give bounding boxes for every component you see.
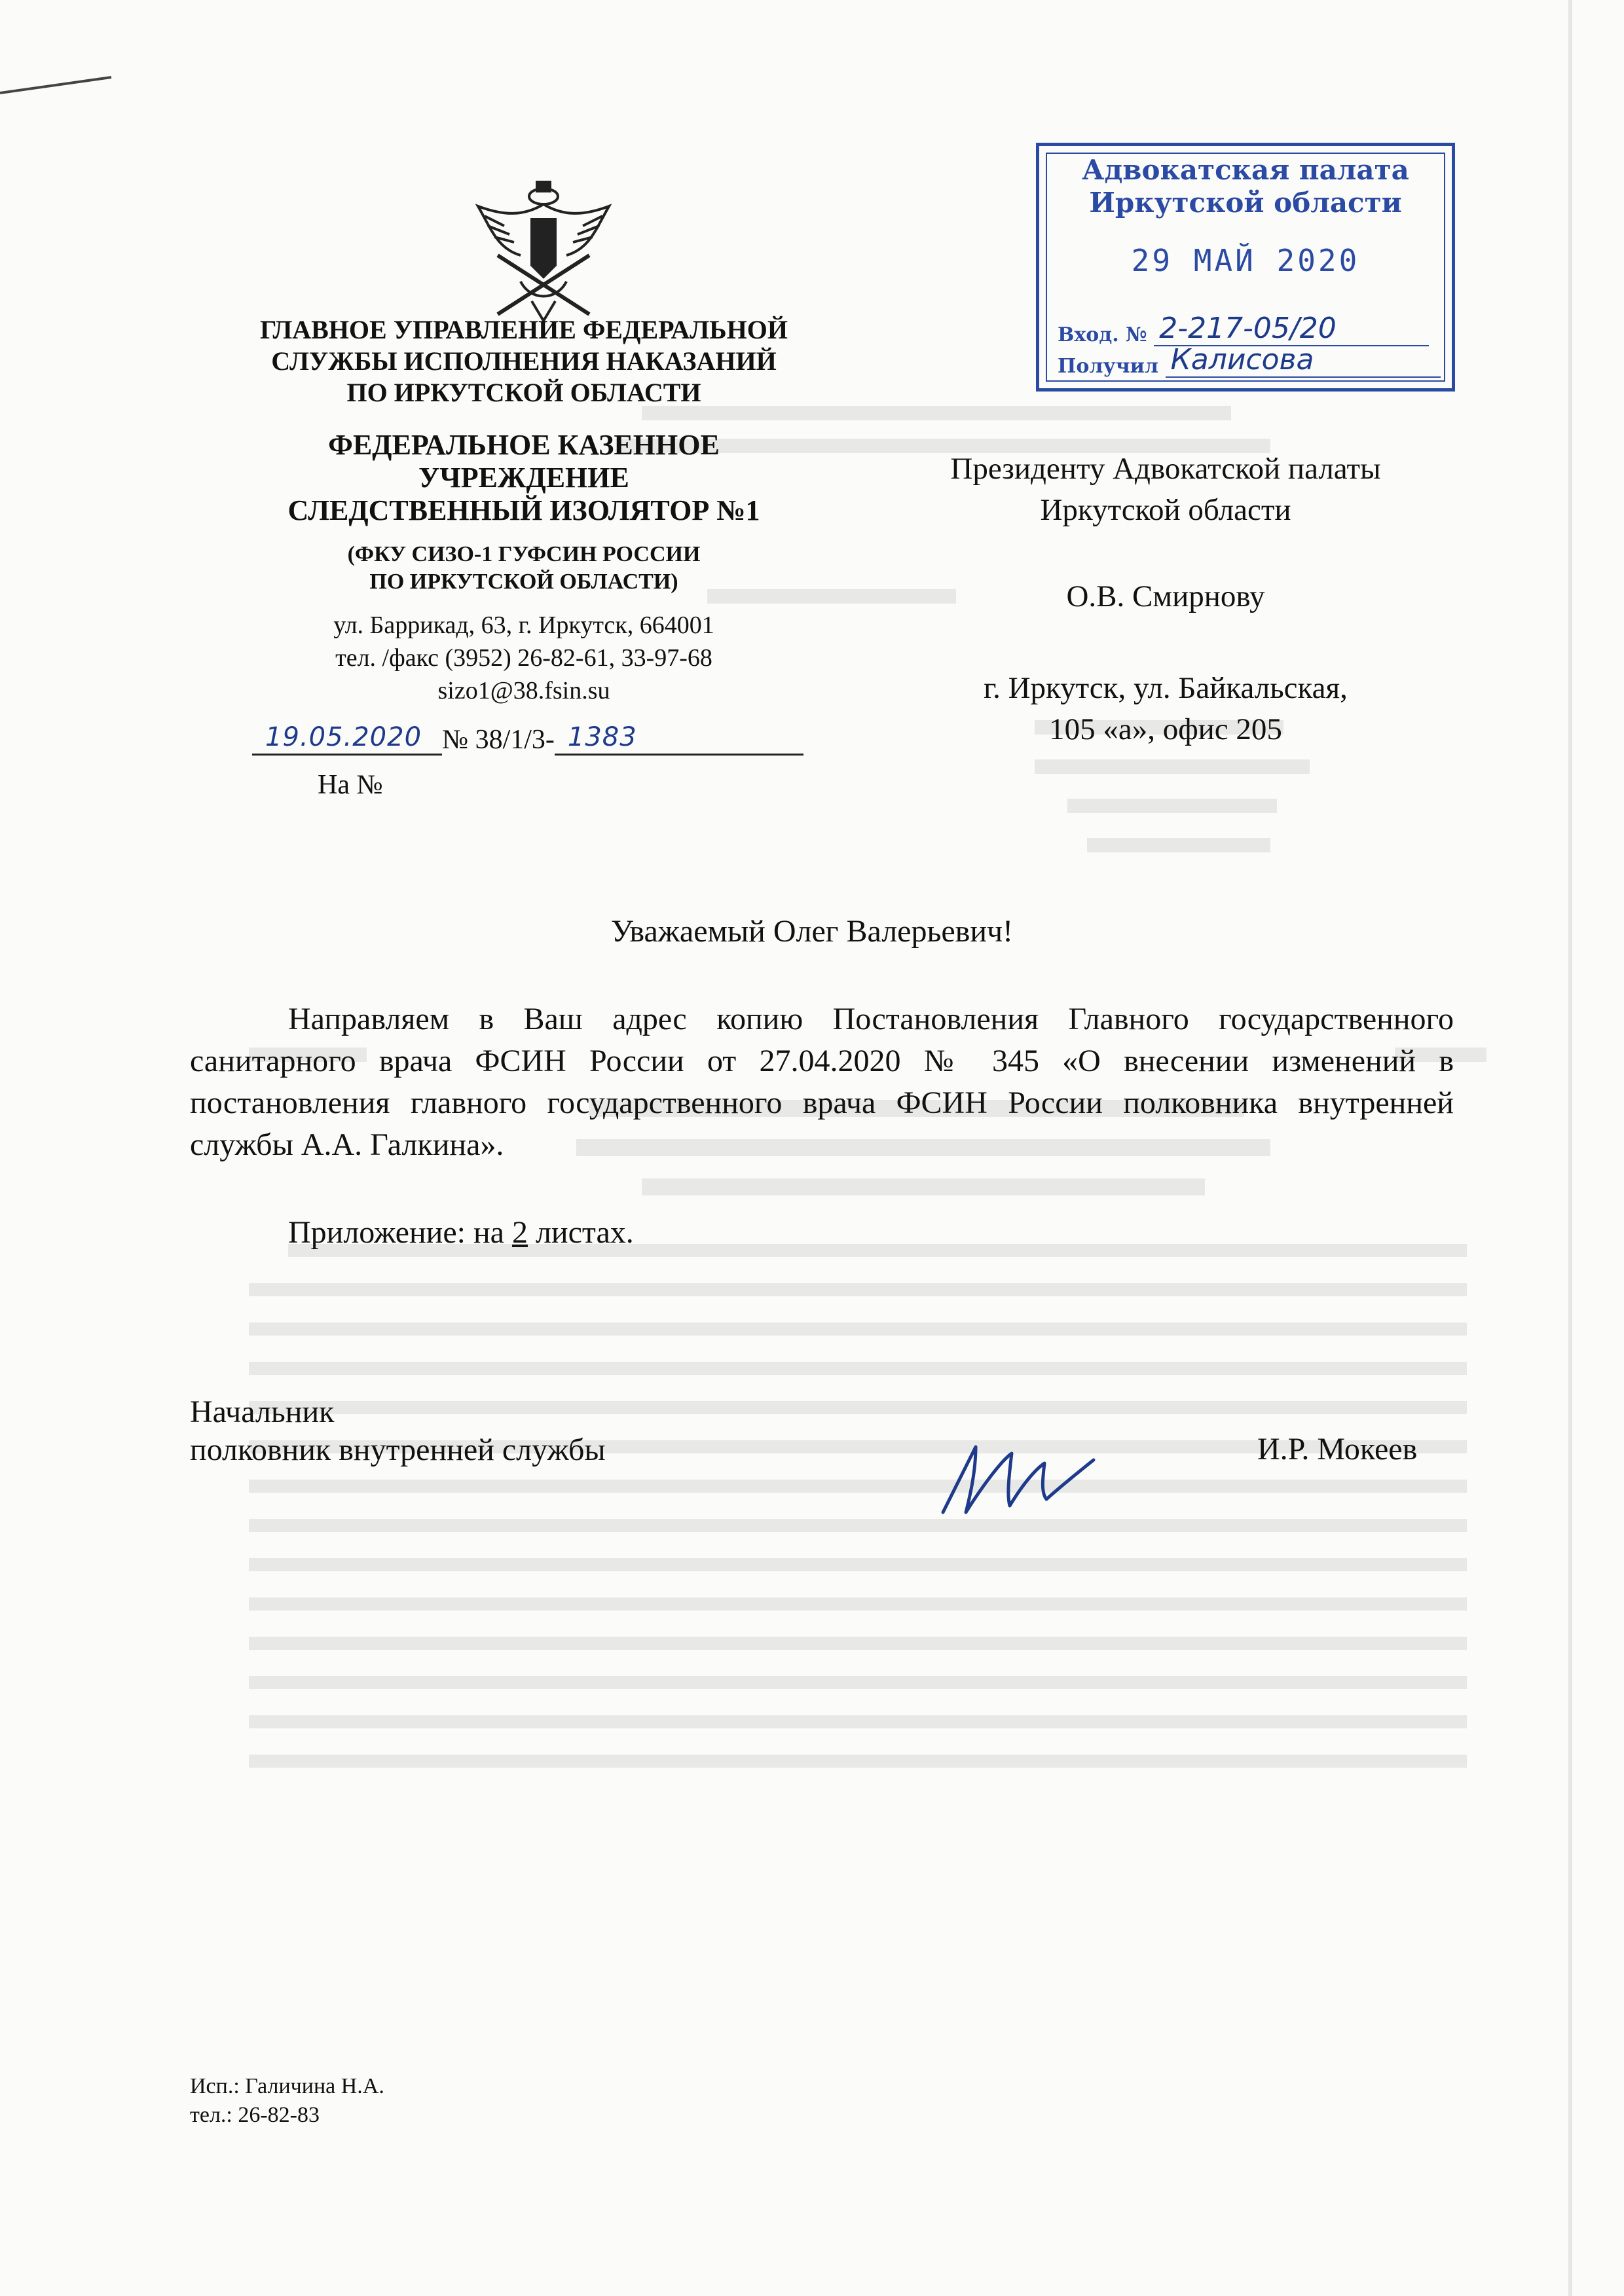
attachment-prefix: Приложение: на [288, 1215, 512, 1250]
addressee-address [871, 668, 1460, 750]
letter-body-text: Направляем в Ваш адрес копию Постановления Главного государственного санитарного врача ФСИН России от 27.04.2020 № 345 «О внесении изменений в постановления главного государственного врача ФСИН России полковника внутренней службы А.А. Галкина». [190, 1002, 1454, 1162]
attachment-note [288, 1214, 634, 1250]
scan-corner-mark [0, 72, 118, 98]
abbr-line-2: ПО ИРКУТСКОЙ ОБЛАСТИ) [369, 570, 678, 594]
outgoing-date-handwritten: 19.05.2020 [265, 722, 422, 752]
stamp-received-label: Получил [1058, 355, 1159, 378]
outgoing-number-prefix: № 38/1/3- [442, 725, 555, 755]
stamp-received-handwritten: Калисова [1170, 343, 1314, 376]
addressee-name: О.В. Смирнову [1066, 579, 1265, 613]
parent-organization-name [196, 314, 851, 409]
addressee-address-line-1: г. Иркутск, ул. Байкальская, [984, 671, 1348, 705]
institution-name [196, 429, 851, 527]
addressee-line-2: Иркутской области [1040, 493, 1291, 527]
reply-to-line [318, 769, 383, 801]
signatory-position-line-2: полковник внутренней службы [190, 1432, 606, 1467]
fku-line-2: УЧРЕЖДЕНИЕ [418, 462, 629, 494]
outgoing-number-handwritten: 1383 [567, 722, 637, 752]
abbr-line-1: (ФКУ СИЗО-1 ГУФСИН РОССИИ [347, 542, 701, 566]
signatory-name: И.Р. Мокеев [1257, 1432, 1418, 1467]
outgoing-date-field [252, 723, 442, 756]
addressee-address-line-2: 105 «а», офис 205 [1049, 712, 1282, 746]
stamp-incoming-handwritten: 2-217-05/20 [1159, 312, 1337, 345]
gu-line-1: ГЛАВНОЕ УПРАВЛЕНИЕ ФЕДЕРАЛЬНОЙ [260, 315, 788, 344]
gu-line-3: ПО ИРКУТСКОЙ ОБЛАСТИ [346, 378, 701, 407]
sender-email: sizo1@38.fsin.su [437, 677, 610, 704]
attachment-suffix: листах. [527, 1215, 634, 1250]
scan-edge-line [1568, 0, 1572, 2296]
handwritten-signature [930, 1434, 1100, 1525]
salutation: Уважаемый Олег Валерьевич! [610, 914, 1014, 949]
stamp-received-row [1058, 343, 1441, 378]
sender-phone: тел. /факс (3952) 26-82-61, 33-97-68 [335, 644, 712, 672]
stamp-date: 29 МАЙ 2020 [1131, 243, 1360, 278]
addressee-title [871, 448, 1460, 531]
outgoing-registration [252, 723, 803, 756]
executor-phone: тел.: 26-82-83 [190, 2103, 320, 2127]
attachment-count: 2 [511, 1215, 528, 1250]
sender-contacts [196, 609, 851, 707]
fsin-emblem-icon [458, 177, 629, 327]
addressee-line-1: Президенту Адвокатской палаты [950, 452, 1381, 486]
executor-info [190, 2072, 384, 2130]
reply-to-label: На № [318, 770, 383, 800]
stamp-received-field [1166, 343, 1441, 378]
stamp-incoming-label: Вход. № [1058, 323, 1147, 346]
signatory-position-line-1: Начальник [190, 1394, 335, 1429]
stamp-title-line-2: Иркутской области [1089, 187, 1402, 219]
stamp-title-line-1: Адвокатская палата [1082, 154, 1409, 186]
letter-body [190, 998, 1454, 1166]
stamp-organization [1039, 154, 1452, 219]
sender-address: ул. Баррикад, 63, г. Иркутск, 664001 [333, 611, 714, 639]
executor-name: Исп.: Галичина Н.А. [190, 2074, 384, 2098]
outgoing-number-field [555, 723, 803, 756]
signatory-position [190, 1393, 606, 1469]
gu-line-2: СЛУЖБЫ ИСПОЛНЕНИЯ НАКАЗАНИЙ [271, 346, 777, 376]
incoming-stamp [1036, 143, 1455, 392]
fku-line-3: СЛЕДСТВЕННЫЙ ИЗОЛЯТОР №1 [287, 494, 760, 526]
fku-line-1: ФЕДЕРАЛЬНОЕ КАЗЕННОЕ [328, 429, 720, 461]
institution-abbreviation [196, 541, 851, 596]
